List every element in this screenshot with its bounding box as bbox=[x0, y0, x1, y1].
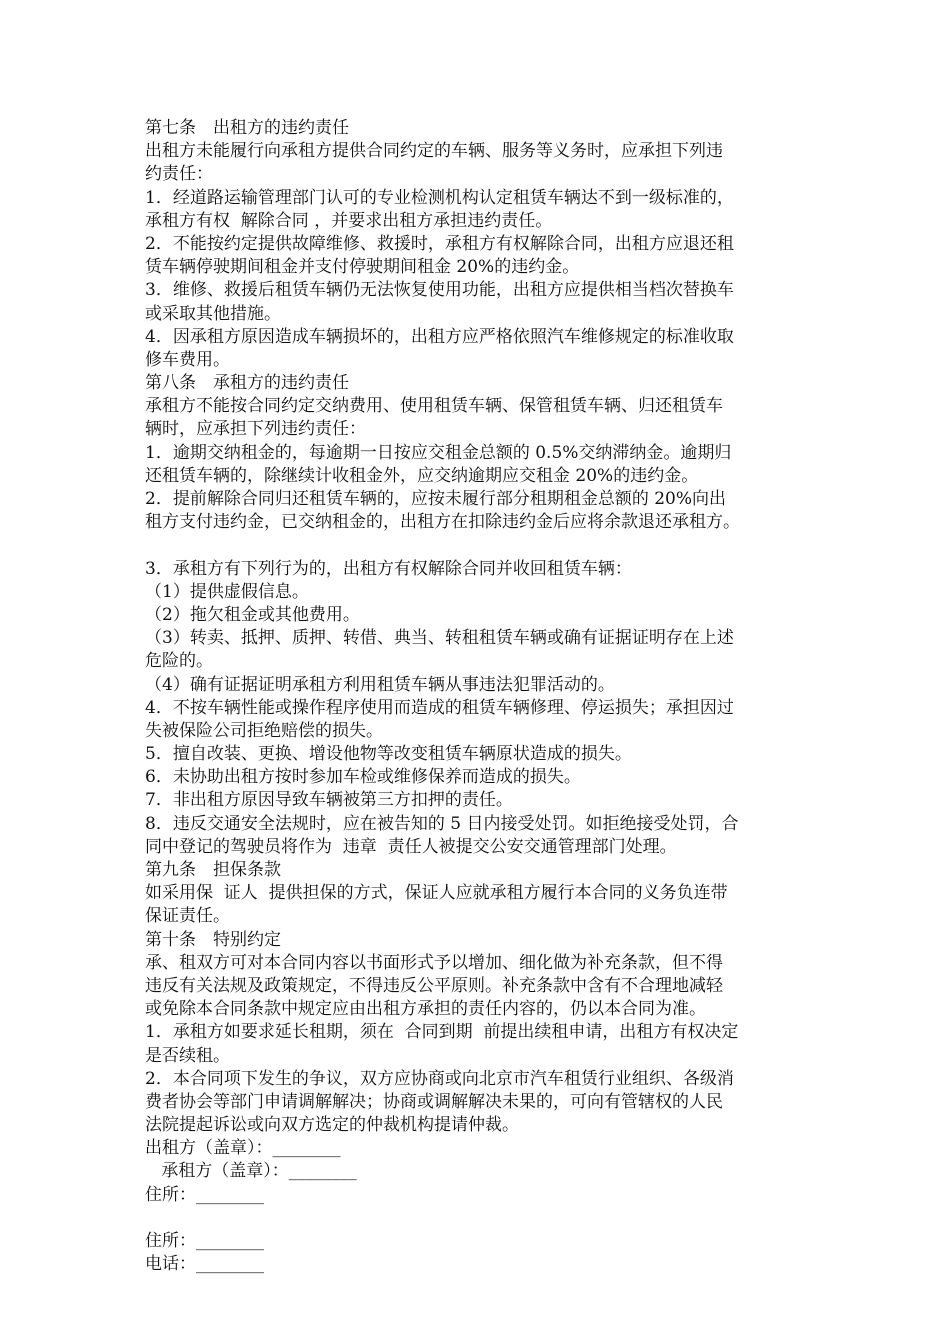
text-line: 4．因承租方原因造成车辆损坏的，出租方应严格依照汽车维修规定的标准收取 bbox=[145, 326, 734, 347]
blank-line bbox=[145, 1207, 807, 1230]
text-line: 约责任： bbox=[145, 164, 213, 185]
text-line: 4．不按车辆性能或操作程序使用而造成的租赁车辆修理、停运损失；承担因过 bbox=[145, 697, 734, 718]
text-line: （2）拖欠租金或其他费用。 bbox=[145, 604, 360, 625]
text-line: （1）提供虚假信息。 bbox=[145, 581, 309, 602]
text-line: （3）转卖、抵押、质押、转借、典当、转租租赁车辆或确有证据证明存在上述 bbox=[145, 628, 734, 649]
text-line: 承租方（盖章）：________ bbox=[145, 1161, 357, 1182]
text-line: 住所：________ bbox=[145, 1184, 264, 1205]
text-line: 7．非出租方原因导致车辆被第三方扣押的责任。 bbox=[145, 790, 513, 811]
text-line: 1．承租方如要求延长租期，须在 合同到期 前提出续租申请，出租方有权决定 bbox=[145, 1022, 739, 1043]
contract-document bbox=[145, 117, 807, 1276]
text-line: 电话：________ bbox=[145, 1254, 264, 1275]
text-line: 第八条 承租方的违约责任 bbox=[145, 373, 349, 394]
text-line: 承租方不能按合同约定交纳费用、使用租赁车辆、保管租赁车辆、归还租赁车 bbox=[145, 396, 723, 417]
text-line: 或免除本合同条款中规定应由出租方承担的责任内容的，仍以本合同为准。 bbox=[145, 999, 706, 1020]
text-line: 是否续租。 bbox=[145, 1045, 230, 1066]
text-line: 住所：________ bbox=[145, 1231, 264, 1251]
text-line: 3．承租方有下列行为的，出租方有权解除合同并收回租赁车辆： bbox=[145, 558, 632, 579]
text-line: 2．不能按约定提供故障维修、救援时，承租方有权解除合同，出租方应退还租 bbox=[145, 233, 734, 254]
text-line: 如采用保 证人 提供担保的方式，保证人应就承租方履行本合同的义务负连带 bbox=[145, 883, 728, 904]
text-line: 1．经道路运输管理部门认可的专业检测机构认定租赁车辆达不到一级标准的， bbox=[145, 187, 734, 208]
text-line: 或采取其他措施。 bbox=[145, 303, 281, 324]
text-line: 第七条 出租方的违约责任 bbox=[145, 118, 349, 138]
text-line: 承、租双方可对本合同内容以书面形式予以增加、细化做为补充条款，但不得 bbox=[145, 952, 723, 973]
text-line: 3．维修、救援后租赁车辆仍无法恢复使用功能，出租方应提供相当档次替换车 bbox=[145, 280, 734, 301]
text-line: 第九条 担保条款 bbox=[145, 860, 281, 880]
text-line: 违反有关法规及政策规定，不得违反公平原则。补充条款中含有不合理地减轻 bbox=[145, 975, 723, 996]
text-line: 还租赁车辆的，除继续计收租金外，应交纳逾期应交租金 20%的违约金。 bbox=[145, 465, 699, 486]
text-line: 出租方（盖章）：________ bbox=[145, 1138, 341, 1159]
text-line: 租方支付违约金，已交纳租金的，出租方在扣除违约金后应将余款退还承租方。 bbox=[145, 512, 740, 533]
text-line: 法院提起诉讼或向双方选定的仲裁机构提请仲裁。 bbox=[145, 1115, 519, 1136]
text-line: 赁车辆停驶期间租金并支付停驶期间租金 20%的违约金。 bbox=[145, 257, 580, 278]
text-line: 同中登记的驾驶员将作为 违章 责任人被提交公安交通管理部门处理。 bbox=[145, 836, 677, 857]
text-line: （4）确有证据证明承租方利用租赁车辆从事违法犯罪活动的。 bbox=[145, 674, 615, 695]
text-line: 5．擅自改装、更换、增设他物等改变租赁车辆原状造成的损失。 bbox=[145, 744, 632, 765]
text-line: 第十条 特别约定 bbox=[145, 929, 281, 950]
text-line: 2．提前解除合同归还租赁车辆的，应按未履行部分租期租金总额的 20%向出 bbox=[145, 489, 727, 509]
text-line: 出租方未能履行向承租方提供合同约定的车辆、服务等义务时，应承担下列违 bbox=[145, 141, 723, 162]
text-line: 6．未协助出租方按时参加车检或维修保养而造成的损失。 bbox=[145, 767, 581, 788]
text-line: 修车费用。 bbox=[145, 349, 230, 370]
blank-line bbox=[145, 534, 807, 557]
text-line: 8．违反交通安全法规时，应在被告知的 5 日内接受处罚。如拒绝接受处罚，合 bbox=[145, 813, 739, 834]
text-line: 辆时，应承担下列违约责任： bbox=[145, 419, 366, 440]
text-line: 危险的。 bbox=[145, 651, 213, 672]
text-line: 保证责任。 bbox=[145, 906, 230, 927]
text-line: 1．逾期交纳租金的，每逾期一日按应交租金总额的 0.5%交纳滞纳金。逾期归 bbox=[145, 442, 732, 463]
text-line: 费者协会等部门申请调解解决；协商或调解解决未果的，可向有管辖权的人民 bbox=[145, 1091, 723, 1112]
text-line: 失被保险公司拒绝赔偿的损失。 bbox=[145, 720, 383, 741]
text-line: 2．本合同项下发生的争议，双方应协商或向北京市汽车租赁行业组织、各级消 bbox=[145, 1068, 734, 1089]
text-line: 承租方有权 解除合同 ，并要求出租方承担违约责任。 bbox=[145, 210, 553, 231]
